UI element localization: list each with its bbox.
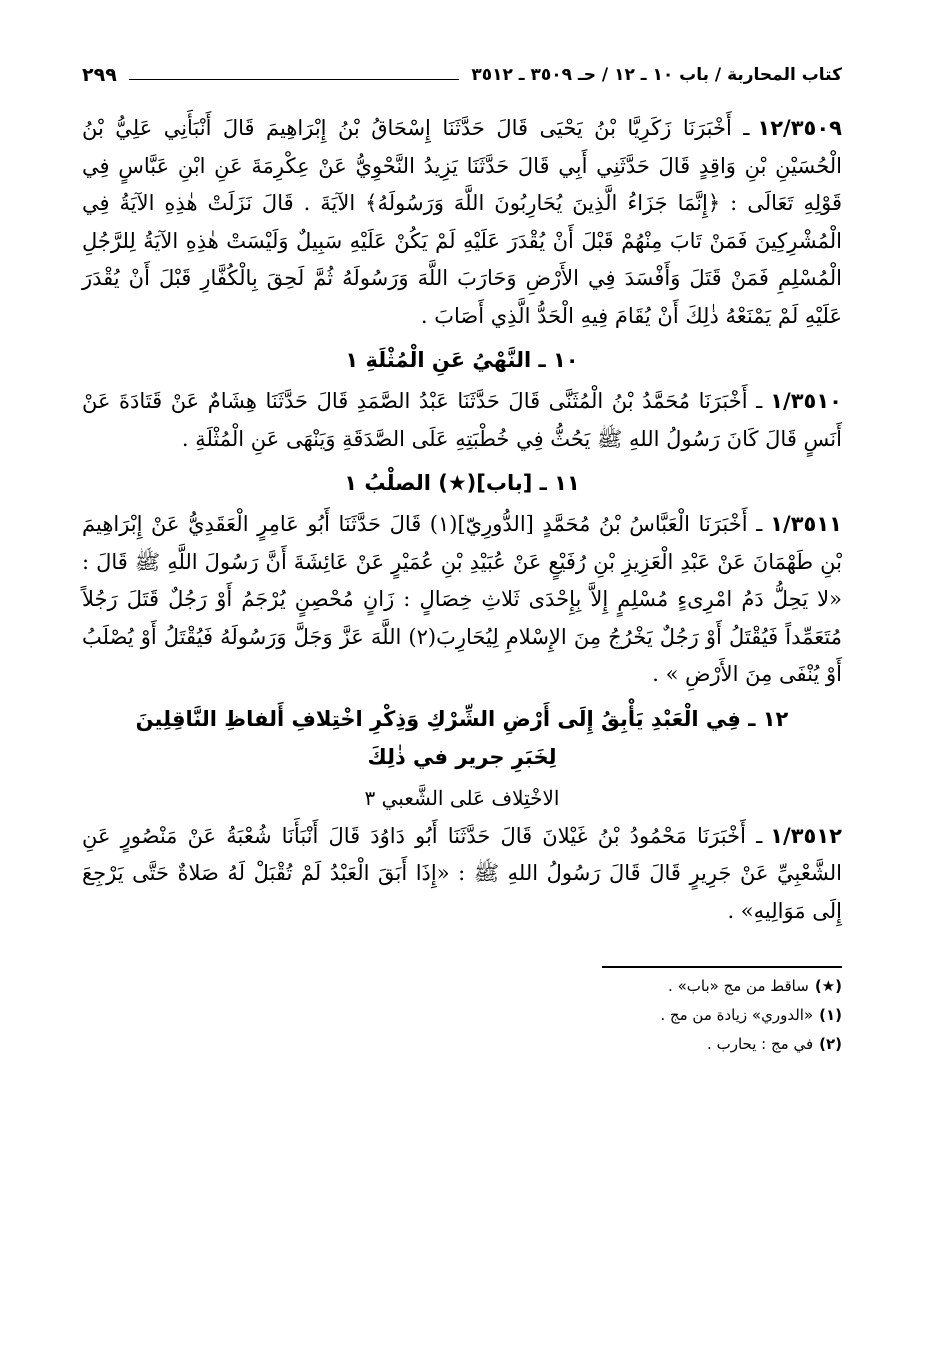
hadith-3510 [82, 383, 842, 458]
hadith-text: ـ أَخْبَرَنَا مُحَمَّدُ بْنُ الْمُثَنَّى قَالَ حَدَّثَنَا عَبْدُ الصَّمَدِ قَالَ حَدَّثَنَا هِشَامٌ عَنْ قَتَادَةَ عَنْ أَنَسٍ قَالَ كَانَ رَسُولُ اللهِ ﷺ يَحُثُّ فِي خُطْبَتِهِ عَلَى الصَّدَقَةِ وَيَنْهَى عَنِ الْمُثْلَةِ . [82, 389, 842, 451]
page-number: ٢٩٩ [82, 64, 117, 86]
footnote-1 [82, 1001, 842, 1030]
footnote-text: ساقط من مج «باب» . [668, 977, 809, 995]
footnote-text: «الدوري» زيادة من مج . [660, 1006, 814, 1024]
chapter-heading-12 [82, 700, 842, 776]
hadith-text: ـ أَخْبَرَنَا زَكَرِيَّا بْنُ يَحْيَى قَالَ حَدَّثَنَا إِسْحَاقُ بْنُ إِبْرَاهِيمَ قَالَ أَنْبَأَنِي عَلِيُّ بْنُ الْحُسَيْنِ بْنِ وَاقِدٍ قَالَ حَدَّثَنِي أَبِي قَالَ حَدَّثَنَا يَزِيدُ النَّحْوِيُّ عَنْ عِكْرِمَةَ عَنِ ابْنِ عَبَّاسٍ فِي قَوْلِهِ تَعَالَى : ﴿إِنَّمَا جَزَاءُ الَّذِينَ يُحَارِبُونَ اللَّهَ وَرَسُولَهُ﴾ الآيَةَ . قَالَ نَزَلَتْ هٰذِهِ الآيَةُ فِي الْمُشْرِكِينَ فَمَنْ تَابَ مِنْهُمْ قَبْلَ أَنْ يُقْدَرَ عَلَيْهِ لَمْ يَكُنْ عَلَيْهِ سَبِيلٌ وَلَيْسَتْ هٰذِهِ الآيَةُ لِلرَّجُلِ الْمُسْلِمِ فَمَنْ قَتَلَ وَأَفْسَدَ فِي الأَرْضِ وَحَارَبَ اللَّهَ وَرَسُولَهُ ثُمَّ لَحِقَ بِالْكُفَّارِ قَبْلَ أَنْ يُقْدَرَ عَلَيْهِ لَمْ يَمْنَعْهُ ذٰلِكَ أَنْ يُقَامَ فِيهِ الْحَدُّ الَّذِي أَصَابَ . [82, 116, 842, 328]
hadith-3509 [82, 110, 842, 335]
hadith-text: ـ أَخْبَرَنَا مَحْمُودُ بْنُ غَيْلانَ قَالَ حَدَّثَنَا أَبُو دَاوُدَ قَالَ أَنْبَأَنَا شُعْبَةُ عَنْ مَنْصُورٍ عَنِ الشَّعْبِيِّ عَنْ جَرِيرٍ قَالَ قَالَ رَسُولُ اللهِ ﷺ : «إِذَا أَبَقَ الْعَبْدُ لَمْ تُقْبَلْ لَهُ صَلاةٌ حَتَّى يَرْجِعَ إِلَى مَوَالِيهِ» . [82, 823, 842, 923]
header-rule [129, 79, 460, 80]
book-page [82, 58, 842, 1059]
hadith-number: ١/٣٥١٢ [770, 823, 842, 848]
footnote-text: في مج : يحارب . [707, 1035, 814, 1053]
chapter-heading-12-line2: لِخَبَرِ جرير في ذٰلِكَ [367, 744, 557, 769]
chapter-heading-11: ١١ ـ [باب](★) الصلْبُ ١ [344, 471, 580, 495]
running-title: كتاب المحاربة / باب ١٠ ـ ١٢ / حـ ٣٥٠٩ ـ ٣٥١٢ [471, 65, 842, 85]
hadith-3511 [82, 506, 842, 694]
footnote-2 [82, 1030, 842, 1059]
hadith-number: ١٢/٣٥٠٩ [757, 116, 842, 140]
hadith-number: ١/٣٥١١ [770, 512, 842, 536]
hadith-3512 [82, 818, 842, 931]
footnote-mark: (★) [814, 977, 842, 995]
chapter-heading-10: ١٠ ـ النَّهْيُ عَنِ الْمُثْلَةِ ١ [345, 348, 579, 372]
page-header [82, 58, 842, 92]
footnote-mark: (٢) [819, 1035, 842, 1053]
sub-heading-shabi: الاخْتِلاف عَلى الشَّعبي ٣ [364, 785, 560, 810]
footnote-star [82, 972, 842, 1001]
hadith-number: ١/٣٥١٠ [770, 389, 842, 413]
footnote-separator [602, 966, 842, 968]
footnote-mark: (١) [819, 1006, 842, 1024]
hadith-text: ـ أَخْبَرَنَا الْعَبَّاسُ بْنُ مُحَمَّدٍ [الدُّورِيّ](١) قَالَ حَدَّثَنَا أَبُو عَامِرٍ الْعَقَدِيُّ عَنْ إِبْرَاهِيمَ بْنِ طَهْمَانَ عَنْ عَبْدِ الْعَزِيزِ بْنِ رُفَيْعٍ عَنْ عُبَيْدِ بْنِ عُمَيْرٍ عَنْ عَائِشَةَ أَنَّ رَسُولَ اللَّهِ ﷺ قَالَ : «لا يَحِلُّ دَمُ امْرِىءٍ مُسْلِمٍ إِلاَّ بِإِحْدَى ثَلاثِ خِصَالٍ : زَانٍ مُحْصِنٍ يُرْجَمُ أَوْ رَجُلٌ قَتَلَ رَجُلاً مُتَعَمِّداً فَيُقْتَلُ أَوْ رَجُلٌ يَخْرُجُ مِنَ الإِسْلامِ لِيُحَارِبَ(٢) اللَّهَ عَزَّ وَجَلَّ وَرَسُولَهُ فَيُقْتَلُ أَوْ يُصْلَبُ أَوْ يُنْفَى مِنَ الأَرْضِ » . [82, 512, 843, 686]
chapter-heading-12-line1: ١٢ ـ فِي الْعَبْدِ يَأْبِقُ إِلَى أَرْضِ الشِّرْكِ وَذِكْرِ اخْتِلافِ أَلفاظِ النَّاقِلِينَ [135, 706, 789, 731]
